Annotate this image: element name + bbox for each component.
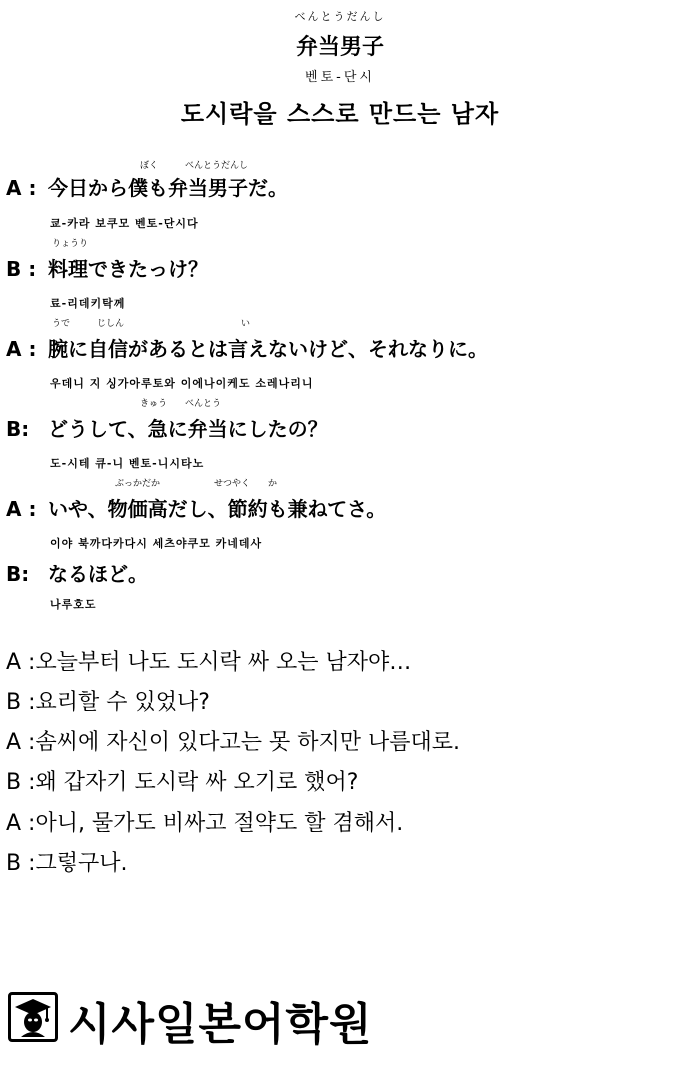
dialogue-line-1 — [6, 172, 288, 201]
speaker-label: B: — [6, 562, 30, 586]
brand-name: 시사일본어학원 — [68, 999, 373, 1050]
dialogue-line-2 — [6, 253, 208, 282]
translation-text: 요리할 수 있었나? — [35, 690, 210, 715]
ruby-line-2: りょうり — [52, 239, 89, 249]
ruby-line-3: うで じしん い — [52, 319, 251, 329]
japanese-text: どうして、急に弁当にしたの？ — [48, 417, 328, 441]
dialogue-line-6 — [6, 558, 148, 587]
speaker-label: B : — [6, 770, 36, 795]
graduate-cap-icon — [8, 992, 58, 1042]
translation-line-4 — [6, 765, 358, 796]
speaker-label: A : — [6, 650, 36, 675]
korean-reading-6: 나루호도 — [50, 598, 97, 611]
ruby-line-4: きゅう べんとう — [140, 399, 222, 409]
speaker-label: B: — [6, 417, 30, 441]
speaker-label: B : — [6, 851, 36, 876]
ruby-line-1: ぼく べんとうだんし — [140, 161, 249, 171]
korean-reading-2: 료-리데키탁께 — [50, 297, 126, 310]
translation-line-2 — [6, 685, 210, 716]
translation-line-3 — [6, 725, 460, 756]
speaker-label: B : — [6, 690, 36, 715]
korean-reading-1: 쿄-카라 보쿠모 벤토-단시다 — [50, 217, 199, 230]
dialogue-line-5 — [6, 493, 386, 522]
japanese-text: 今日から僕も弁当男子だ。 — [48, 176, 288, 200]
speaker-label: A : — [6, 730, 36, 755]
translation-text: 아니, 물가도 비싸고 절약도 할 겸해서. — [35, 811, 404, 836]
translation-text: 솜씨에 자신이 있다고는 못 하지만 나름대로. — [35, 730, 460, 755]
speaker-label: A : — [6, 337, 37, 361]
japanese-text: なるほど。 — [48, 562, 148, 586]
dialogue-line-4 — [6, 413, 328, 442]
korean-reading-5: 이야 북까다카다시 세츠야쿠모 카네데사 — [50, 537, 263, 550]
translation-text: 왜 갑자기 도시락 싸 오기로 했어? — [35, 770, 359, 795]
japanese-text: 料理できたっけ？ — [48, 257, 208, 281]
ruby-line-5: ぶっかだか せつやく か — [115, 479, 278, 489]
korean-reading-4: 도-시테 큐-니 벤토-니시타노 — [50, 457, 205, 470]
japanese-text: いや、物価高だし、節約も兼ねてさ。 — [48, 497, 387, 521]
speaker-label: A : — [6, 811, 36, 836]
translation-line-6 — [6, 846, 128, 877]
title-ruby: べんとうだんし — [294, 10, 386, 23]
title-meaning: 도시락을 스스로 만드는 남자 — [180, 100, 500, 128]
dialogue-line-3 — [6, 333, 488, 362]
korean-reading-3: 우데니 지 싱가아루토와 이에나이케도 소레나리니 — [50, 377, 314, 390]
translation-line-1 — [6, 645, 411, 676]
speaker-label: A : — [6, 176, 37, 200]
translation-text: 오늘부터 나도 도시락 싸 오는 남자야… — [35, 650, 412, 675]
page-title: 弁当男子 — [295, 35, 384, 60]
japanese-text: 腕に自信があるとは言えないけど、それなりに。 — [48, 337, 488, 361]
speaker-label: B : — [6, 257, 37, 281]
speaker-label: A : — [6, 497, 37, 521]
translation-text: 그렇구나. — [35, 851, 128, 876]
translation-line-5 — [6, 806, 403, 837]
title-reading: 벤토-단시 — [305, 70, 375, 85]
